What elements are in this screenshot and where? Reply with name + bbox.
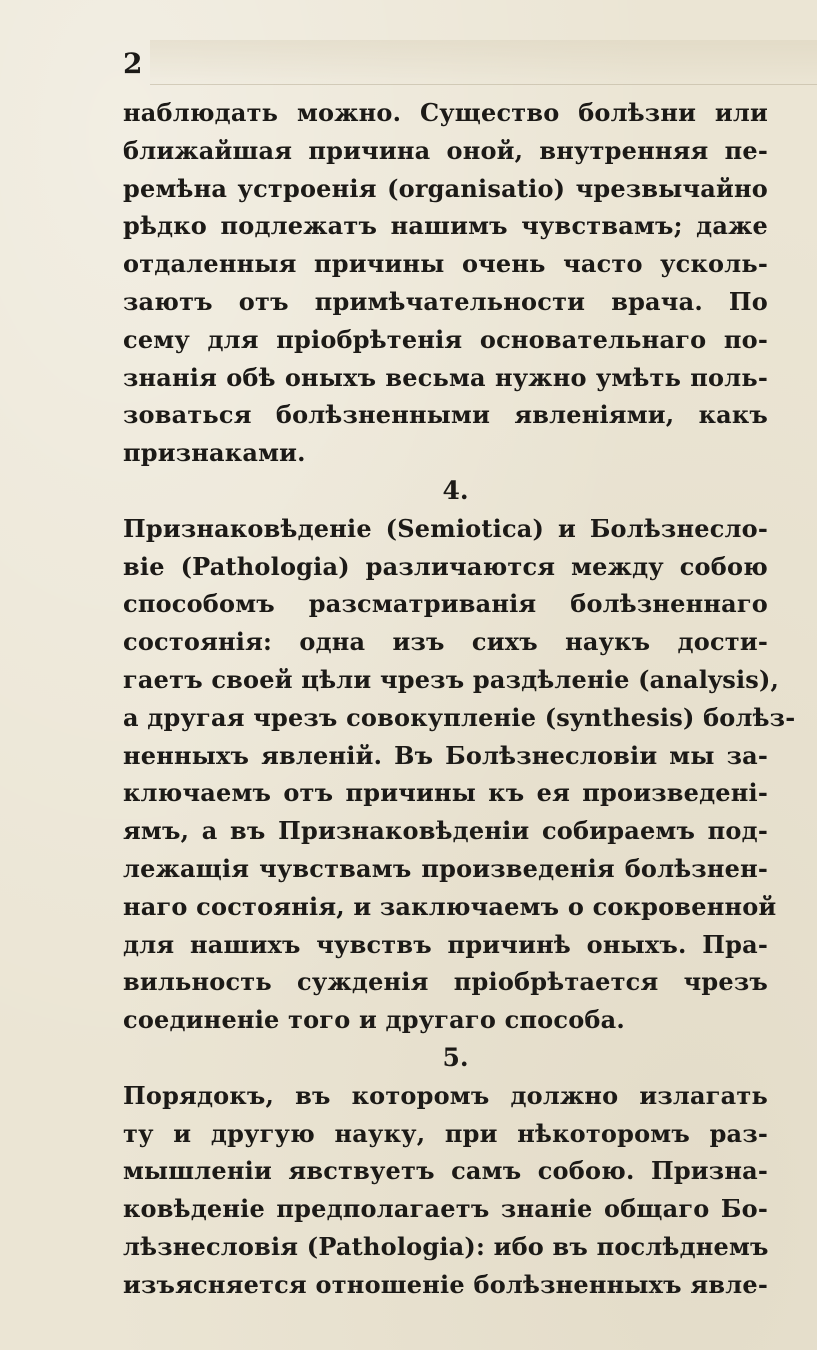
text-line: ненныхъ явленій. Въ Болѣзнесловіи мы за- <box>123 740 768 770</box>
text-line: соединеніе того и другаго способа. <box>123 1005 625 1035</box>
text-line: способомъ разсматриванія болѣзненнаго <box>123 589 768 619</box>
text-line: изъясняется отношеніе болѣзненныхъ явле- <box>123 1269 768 1299</box>
text-line: наблюдать можно. Существо болѣзни или <box>123 98 768 127</box>
text-line: рѣдко подлежатъ нашимъ чувствамъ; даже <box>123 211 768 241</box>
text-line: віе (Pathologia) различаются между собою <box>123 551 768 581</box>
text-line: а другая чрезъ совокупленіе (synthesis) болѣз- <box>123 702 796 732</box>
text-line: гаетъ своей цѣли чрезъ раздѣленіе (analysis), <box>123 664 780 694</box>
text-line: отдаленныя причины очень часто усколь- <box>123 249 768 279</box>
text-line: вильность сужденія пріобрѣтается чрезъ <box>123 967 768 997</box>
text-line: состоянія: одна изъ сихъ наукъ дости- <box>123 627 768 657</box>
section-number-5: 5. <box>442 1042 469 1072</box>
text-line: ремѣна устроенія (organisatio) чрезвычайно <box>123 173 768 203</box>
page-number: 2 <box>123 47 143 80</box>
header-rule <box>150 40 817 85</box>
text-line: Признаковѣденіе (Semiotica) и Болѣзнесло- <box>123 513 768 543</box>
text-line: признаками. <box>123 438 306 468</box>
section-number-4: 4. <box>442 475 469 505</box>
text-line: лежащія чувствамъ произведенія болѣзнен- <box>123 853 768 883</box>
text-line: ямъ, а въ Признаковѣденіи собираемъ под- <box>123 816 768 846</box>
text-line: для нашихъ чувствъ причинѣ оныхъ. Пра- <box>123 929 768 959</box>
text-line: ближайшая причина оной, внутренняя пе- <box>123 135 768 165</box>
paragraph-3 <box>123 1077 768 1304</box>
text-line: мышленіи явствуетъ самъ собою. Призна- <box>123 1156 768 1186</box>
text-line: знанія обѣ оныхъ весьма нужно умѣть поль- <box>123 362 768 392</box>
text-line: зоваться болѣзненными явленіями, какъ <box>123 400 768 430</box>
text-line: наго состоянія, и заключаемъ о сокровенной <box>123 891 777 921</box>
text-line: ту и другую науку, при нѣкоторомъ раз- <box>123 1118 768 1148</box>
paragraph-2 <box>123 510 796 1039</box>
page-text <box>123 94 796 1304</box>
text-line: сему для пріобрѣтенія основательнаго по- <box>123 324 768 354</box>
text-line: лѣзнесловія (Pathologia): ибо въ послѣднемъ <box>123 1231 769 1261</box>
text-line: Порядокъ, въ которомъ должно излагать <box>123 1080 768 1110</box>
text-line: заютъ отъ примѣчательности врача. По <box>123 286 768 316</box>
paragraph-1 <box>123 94 768 472</box>
text-line: ковѣденіе предполагаетъ знаніе общаго Бо- <box>123 1194 768 1224</box>
text-line: ключаемъ отъ причины къ ея произведені- <box>123 778 768 808</box>
